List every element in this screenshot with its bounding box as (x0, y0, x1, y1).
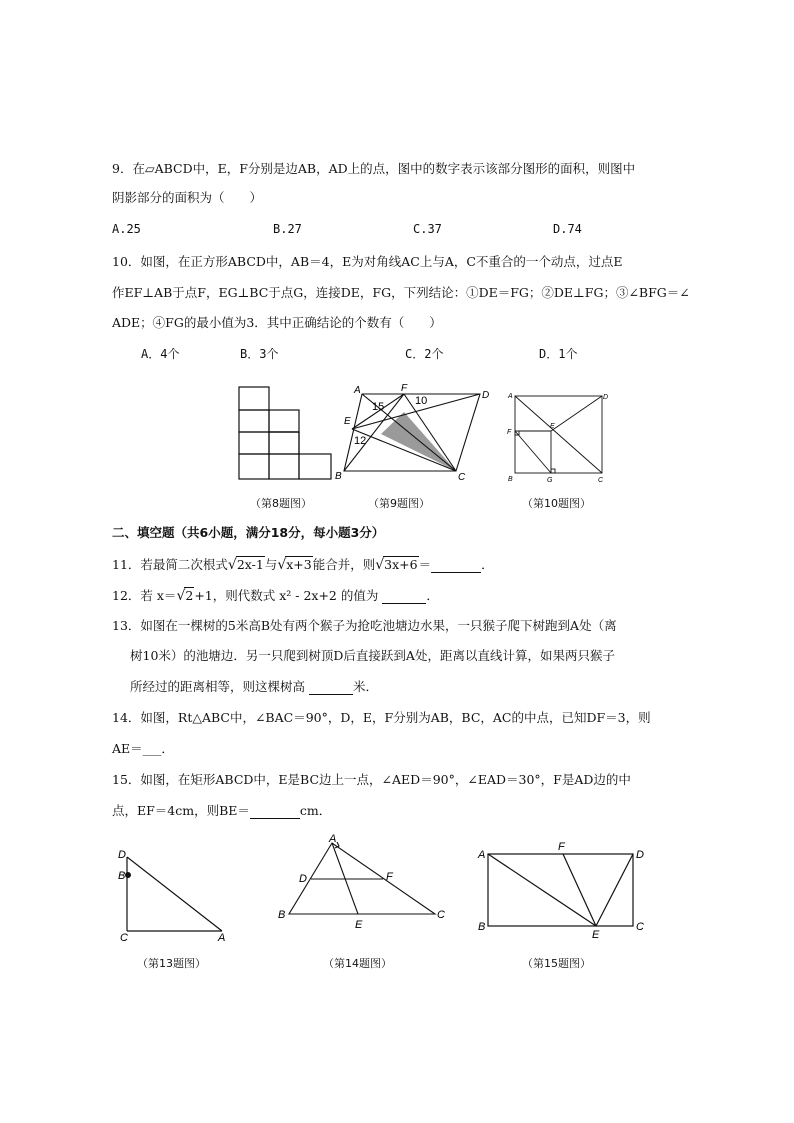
fig15-label-d: D (636, 849, 644, 861)
fig14-label-b: B (278, 909, 286, 921)
q9-option-d: D.74 (553, 222, 582, 236)
fig9-label-d: D (482, 390, 490, 401)
fig15-label-e: E (592, 929, 600, 941)
q10-line1: 10．如图，在正方形ABCD中，AB＝4，E为对角线AC上与A，C不重合的一个动点，过点E (112, 254, 623, 269)
figure-14 (275, 835, 455, 935)
section-heading: 二、填空题（共6小题，满分18分，每小题3分） (112, 525, 385, 540)
fig9-label-c: C (458, 472, 466, 483)
q11-mid: 与 (264, 557, 278, 572)
fig15-label-c: C (636, 921, 644, 933)
caption-fig9: （第9题图） (368, 497, 430, 510)
q9-line2: 阴影部分的面积为（ ） (112, 190, 263, 205)
figure-13 (115, 845, 240, 945)
q9-option-a: A.25 (112, 222, 141, 236)
q10-option-a: A．4个 (141, 347, 180, 361)
fig9-area-10: 10 (415, 395, 428, 407)
figure-8 (238, 385, 334, 481)
caption-fig14: （第14题图） (323, 957, 392, 970)
fig13-label-c: C (120, 932, 128, 944)
fig9-area-15: 15 (372, 401, 385, 413)
q11-equals: ＝ (418, 557, 432, 572)
fig9-label-e: E (344, 416, 351, 427)
q13-line1: 13．如图在一棵树的5米高B处有两个猴子为抢吃池塘边水果，一只猴子爬下树跑到A处（离 (112, 618, 617, 633)
caption-fig15: （第15题图） (522, 957, 591, 970)
fig10-label-c: C (598, 477, 604, 484)
q12-mid: +1，则代数式 x² - 2x+2 的值为 (194, 588, 379, 603)
q12-end: ． (426, 588, 439, 603)
q10-option-c: C．2个 (405, 347, 444, 361)
fig10-label-g: G (547, 477, 553, 484)
q12-answer-blank[interactable] (382, 591, 426, 604)
fig13-label-a: A (218, 932, 226, 944)
q10-line3: ADE；④FG的最小值为3．其中正确结论的个数有（ ） (112, 315, 442, 330)
fig13-label-d: D (118, 849, 126, 861)
q15-answer-blank[interactable] (250, 806, 300, 819)
fig10-label-a: A (508, 393, 513, 400)
q13-answer-blank[interactable] (309, 682, 353, 695)
fig10-label-f: F (507, 429, 512, 436)
figure-10 (505, 390, 610, 485)
q15-line2 (112, 803, 331, 819)
fig9-label-f: F (401, 383, 408, 394)
q14-line1: 14．如图，Rt△ABC中，∠BAC＝90°，D，E，F分别为AB，BC，AC的中点，已知DF＝3，则 (112, 710, 651, 725)
point-b (125, 872, 131, 878)
q11-prefix: 11．若最简二次根式 (112, 557, 228, 572)
fig14-label-f: F (386, 871, 393, 883)
q9-line1: 9．在▱ABCD中，E，F分别是边AB，AD上的点，图中的数字表示该部分图形的面积，则图中 (112, 161, 636, 176)
q10-option-b: B．3个 (240, 347, 279, 361)
q13-unit: 米． (353, 679, 379, 694)
caption-fig10: （第10题图） (522, 497, 591, 510)
q10-option-d: D．1个 (539, 347, 578, 361)
q14-line2: AE＝___． (112, 741, 174, 756)
q11-answer-blank[interactable] (431, 560, 481, 573)
fig15-label-a: A (478, 849, 486, 861)
q11: 11．若最简二次根式√2x-1与√x+3能合并，则√3x+6＝ ． (112, 557, 494, 573)
q10-line2: 作EF⊥AB于点F，EG⊥BC于点G，连接DE，FG，下列结论：①DE＝FG；②DE⊥FG；③∠BFG＝∠ (112, 285, 690, 300)
q15-line1: 15．如图，在矩形ABCD中，E是BC边上一点，∠AED＝90°，∠EAD＝30°，F是AD边的中 (112, 772, 631, 787)
q11-radicand-2: x+3 (286, 557, 312, 572)
q11-radicand-1: 2x-1 (236, 557, 264, 572)
caption-fig8: （第8题图） (250, 497, 312, 510)
q13-line2: 树10米）的池塘边．另一只爬到树顶D后直接跃到A处，距离以直线计算，如果两只猴子 (130, 648, 615, 663)
fig15-label-b: B (478, 921, 486, 933)
q12-prefix: 12．若 x＝ (112, 588, 177, 603)
fig10-label-e: E (550, 423, 555, 430)
q15-unit: cm． (299, 803, 332, 818)
fig9-area-12: 12 (354, 435, 367, 447)
fig9-label-b: B (335, 471, 342, 482)
q11-radicand-3: 3x+6 (384, 557, 418, 572)
q13-line3-text: 所经过的距离相等，则这棵树高 (130, 679, 306, 694)
fig9-label-a: A (354, 385, 361, 396)
figure-15 (475, 838, 655, 941)
fig14-label-e: E (355, 919, 363, 931)
q13-line3 (130, 679, 378, 695)
fig13-label-b: B (118, 870, 126, 882)
fig14-label-d: D (299, 873, 307, 885)
q9-option-c: C.37 (413, 222, 442, 236)
fig10-label-b: B (508, 476, 513, 483)
caption-fig13: （第13题图） (137, 957, 206, 970)
q11-mid2: 能合并，则 (312, 557, 376, 572)
figure-9 (335, 380, 495, 485)
fig10-label-d: D (603, 394, 609, 401)
q12: 12．若 x＝√2+1，则代数式 x² - 2x+2 的值为 ． (112, 588, 439, 604)
fig15-label-f: F (558, 841, 565, 853)
q11-end: ． (481, 557, 494, 572)
q9-option-b: B.27 (273, 222, 302, 236)
fig14-label-a: A (329, 833, 337, 845)
q15-line2-text: 点，EF＝4cm，则BE＝ (112, 803, 250, 818)
fig14-label-c: C (437, 909, 445, 921)
q12-radicand: 2 (185, 588, 194, 603)
